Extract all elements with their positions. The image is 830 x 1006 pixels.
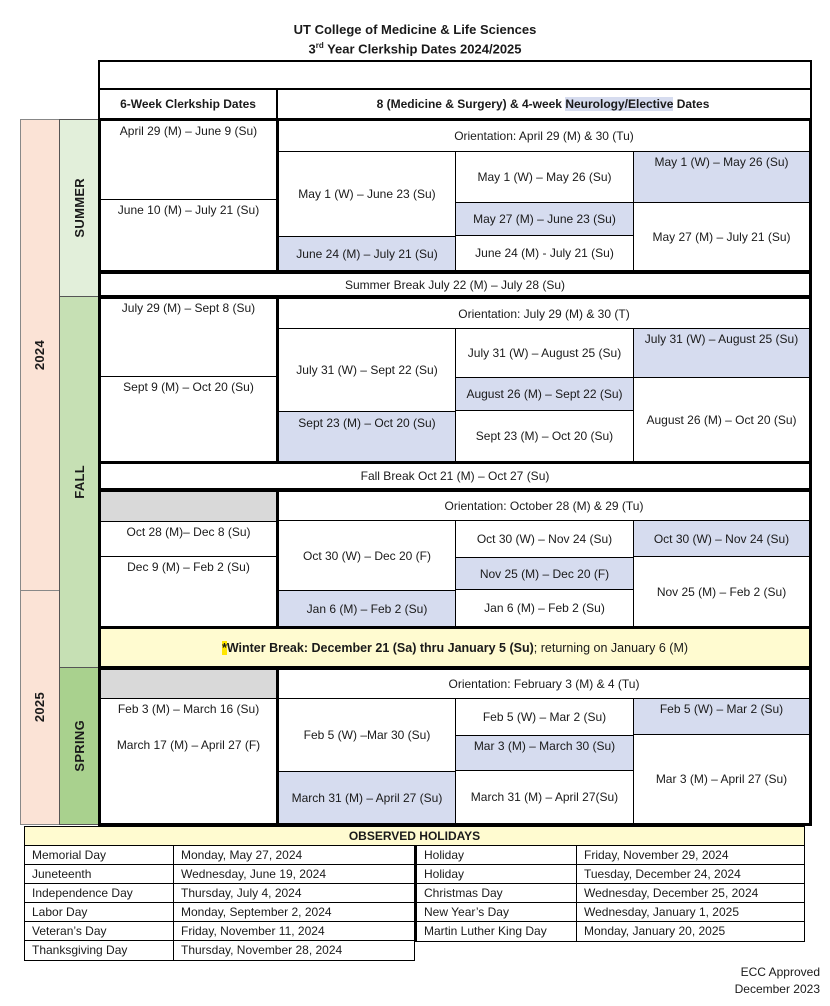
fall-orientation: Orientation: July 29 (M) & 30 (T): [279, 299, 809, 329]
holiday-name: Juneteenth: [25, 865, 174, 883]
winter-four-b2: Nov 25 (M) – Feb 2 (Su): [656, 584, 787, 599]
holiday-date: Thursday, July 4, 2024: [181, 885, 302, 900]
holiday-row: [25, 903, 414, 922]
summer-orientation: Orientation: April 29 (M) & 30 (Tu): [279, 121, 809, 152]
footer-line-1: ECC Approved: [740, 965, 820, 979]
winter-eight-a: Oct 30 (W) – Dec 20 (F): [279, 521, 456, 590]
fall-eight-b: Sept 23 (M) – Oct 20 (Su): [279, 411, 456, 461]
top-empty-row: [98, 60, 812, 90]
holiday-name: Memorial Day: [25, 846, 174, 864]
holiday-date: Tuesday, December 24, 2024: [584, 866, 741, 881]
holiday-row: [25, 884, 414, 903]
header-six-week: 6-Week Clerkship Dates: [98, 88, 278, 120]
footer-approval: [735, 964, 820, 998]
header-eight-week: 8 (Medicine & Surgery) & 4-week Neurology/Elective Dates: [276, 88, 812, 120]
summer-four-b2: May 27 (M) – July 21 (Su): [634, 202, 809, 270]
holiday-name: Labor Day: [25, 903, 174, 921]
fall-six-a: July 29 (M) – Sept 8 (Su): [121, 301, 256, 315]
summer-four-a2: May 27 (M) – June 23 (Su): [456, 202, 634, 236]
fall-four-a2: August 26 (M) – Sept 22 (Su): [456, 377, 634, 411]
holiday-date: Wednesday, January 1, 2025: [584, 904, 739, 919]
season-spring-label: SPRING: [59, 667, 100, 825]
winter-four-a2: Nov 25 (M) – Dec 20 (F): [456, 557, 634, 590]
summer-four-a1: May 1 (W) – May 26 (Su): [456, 152, 634, 202]
winter-break-rest: ; returning on January 6 (M): [533, 640, 689, 655]
winter-break-bold: Winter Break: December 21 (Sa) thru January 5 (Su): [226, 640, 534, 655]
fall-four-b2: August 26 (M) – Oct 20 (Su): [634, 377, 809, 461]
holidays-left-rows: [25, 846, 414, 960]
holidays-right-rows: [417, 846, 804, 941]
title-line-2: 3rd Year Clerkship Dates 2024/2025: [308, 41, 522, 57]
holidays-left-table: [24, 845, 415, 961]
holiday-name: Martin Luther King Day: [417, 922, 577, 941]
winter-break-row: [98, 626, 812, 669]
holiday-row: [417, 865, 804, 884]
summer-six-a: April 29 (M) – June 9 (Su): [119, 124, 258, 138]
summer-six-b: June 10 (M) – July 21 (Su): [101, 199, 276, 270]
holiday-name: Christmas Day: [417, 884, 577, 902]
fall-break-row: Fall Break Oct 21 (M) – Oct 27 (Su): [98, 461, 812, 491]
holiday-date: Monday, May 27, 2024: [181, 847, 303, 862]
fall-six-b: Sept 9 (M) – Oct 20 (Su): [101, 376, 276, 461]
holiday-name: Holiday: [417, 865, 577, 883]
summer-eight-a: May 1 (W) – June 23 (Su): [279, 152, 456, 236]
summer-four-a3: June 24 (M) - July 21 (Su): [456, 236, 634, 270]
document-title: [0, 22, 830, 57]
holiday-row: [25, 846, 414, 865]
holiday-name: New Year’s Day: [417, 903, 577, 921]
winter-six-a: Oct 28 (M)– Dec 8 (Su): [101, 521, 276, 556]
holiday-row: [417, 846, 804, 865]
holiday-date: Friday, November 29, 2024: [584, 847, 729, 862]
holiday-row: [25, 941, 414, 960]
year-2024-label: 2024: [20, 119, 60, 591]
spring-four-b1: Feb 5 (W) – Mar 2 (Su): [634, 699, 809, 735]
title-line-1: UT College of Medicine & Life Sciences: [293, 22, 537, 37]
winter-four-a1: Oct 30 (W) – Nov 24 (Su): [456, 521, 634, 557]
holiday-date: Wednesday, June 19, 2024: [181, 866, 326, 881]
spring-four-a2: Mar 3 (M) – March 30 (Su): [456, 735, 634, 771]
summer-four-b1: May 1 (W) – May 26 (Su): [634, 152, 809, 202]
holiday-date: Monday, January 20, 2025: [584, 924, 726, 938]
summer-break-row: Summer Break July 22 (M) – July 28 (Su): [98, 271, 812, 298]
winter-six-b: Dec 9 (M) – Feb 2 (Su): [101, 556, 276, 626]
spring-four-a3: March 31 (M) – April 27(Su): [456, 771, 634, 823]
holiday-name: Thanksgiving Day: [25, 941, 174, 960]
holidays-title: OBSERVED HOLIDAYS: [24, 826, 805, 846]
fall-four-b1: July 31 (W) – August 25 (Su): [634, 329, 809, 377]
holiday-date: Monday, September 2, 2024: [181, 904, 332, 919]
holiday-name: Veteran’s Day: [25, 922, 174, 940]
spring-eight-b: March 31 (M) – April 27 (Su): [279, 771, 456, 823]
holiday-name: Independence Day: [25, 884, 174, 902]
spring-six-a: Feb 3 (M) – March 16 (Su): [101, 698, 276, 735]
spring-eight-a: Feb 5 (W) –Mar 30 (Su): [279, 699, 456, 771]
neurology-highlight: Neurology/Elective: [565, 97, 674, 111]
winter-eight-b: Jan 6 (M) – Feb 2 (Su): [279, 590, 456, 626]
holiday-date: Friday, November 11, 2024: [181, 923, 325, 938]
winter-break-star: *: [221, 640, 227, 655]
season-fall-label: FALL: [59, 296, 100, 668]
spring-six-b: March 17 (M) – April 27 (F): [116, 738, 261, 752]
spring-four-a1: Feb 5 (W) – Mar 2 (Su): [456, 699, 634, 735]
fall-eight-a: July 31 (W) – Sept 22 (Su): [279, 329, 456, 411]
year-2025-label: 2025: [20, 590, 60, 825]
holiday-name: Holiday: [417, 846, 577, 864]
holiday-date: Thursday, November 28, 2024: [181, 943, 343, 957]
summer-eight-b: June 24 (M) – July 21 (Su): [279, 236, 456, 270]
spring-four-b2: Mar 3 (M) – April 27 (Su): [655, 772, 788, 786]
holiday-row: [25, 922, 414, 941]
season-summer-label: SUMMER: [59, 119, 100, 297]
footer-line-2: December 2023: [734, 982, 820, 996]
holiday-row: [25, 865, 414, 884]
holiday-date: Wednesday, December 25, 2024: [584, 885, 759, 900]
spring-six-empty: [101, 670, 276, 698]
winter-orientation: Orientation: October 28 (M) & 29 (Tu): [279, 492, 809, 521]
holiday-row: [417, 903, 804, 922]
winter-four-a3: Jan 6 (M) – Feb 2 (Su): [456, 590, 634, 626]
winter-four-b1: Oct 30 (W) – Nov 24 (Su): [634, 521, 809, 557]
holidays-right-table: [414, 845, 805, 942]
winter-six-empty: [101, 492, 276, 521]
fall-four-a1: July 31 (W) – August 25 (Su): [456, 329, 634, 377]
holiday-row: [417, 922, 804, 941]
spring-orientation: Orientation: February 3 (M) & 4 (Tu): [279, 670, 809, 699]
holiday-row: [417, 884, 804, 903]
fall-four-a3: Sept 23 (M) – Oct 20 (Su): [456, 411, 634, 461]
